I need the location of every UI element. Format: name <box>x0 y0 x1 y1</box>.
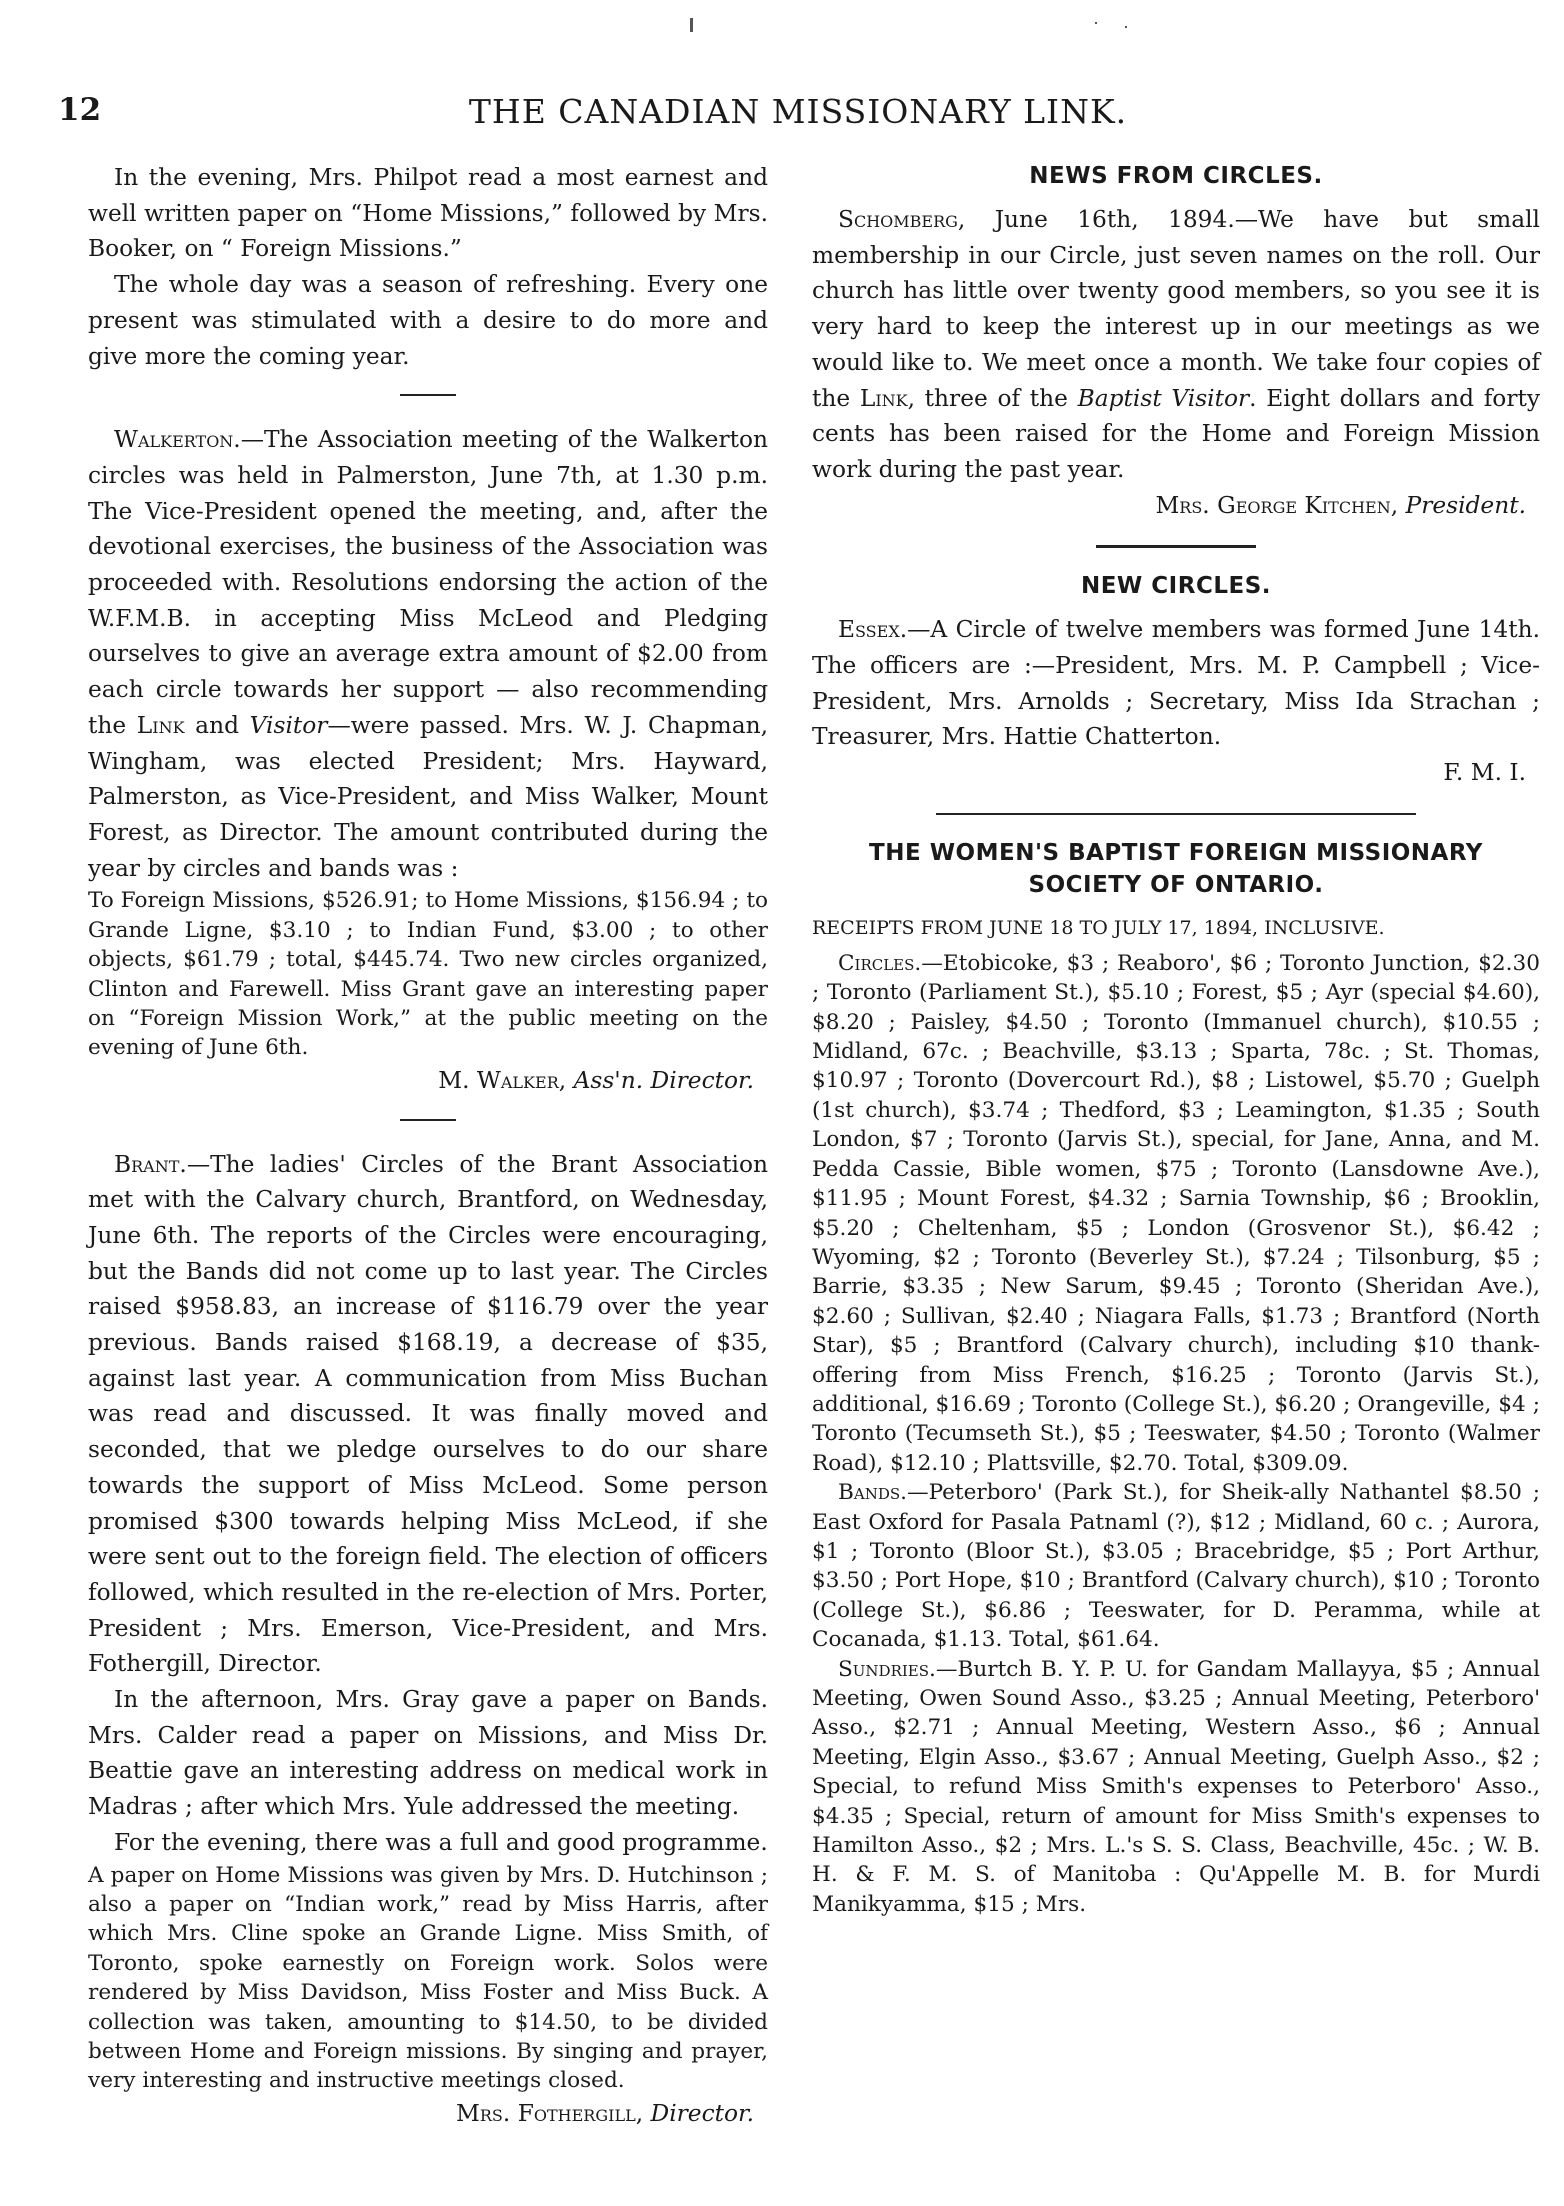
circles-receipts: Circles.—Etobicoke, $3 ; Reaboro', $6 ; Toronto Junction, $2.30 ; Toronto (Parliament St.), $5.10 ; Forest, $5 ; Ayr (special $4.60), $8.20 ; Paisley, $4.50 ; Toronto (Immanuel church), $10.55 ; Midland, 67c. ; Beachville, $3.13 ; Sparta, 78c. ; St. Thomas, $10.97 ; Toronto (Dovercourt Rd.), $8 ; Listowel, $5.70 ; Guelph (1st church), $3.74 ; Thedford, $3 ; Leamington, $1.35 ; South London, $7 ; Toronto (Jarvis St.), special, for Jane, Anna, and M. Pedda Cassie, Bible women, $75 ; Toronto (Lansdowne Ave.), $11.95 ; Mount Forest, $4.32 ; Sarnia Township, $6 ; Brooklin, $5.20 ; Cheltenham, $5 ; London (Grosvenor St.), $6.42 ; Wyoming, $2 ; Toronto (Beverley St.), $7.24 ; Tilsonburg, $5 ; Barrie, $3.35 ; New Sarum, $9.45 ; Toronto (Sheridan Ave.), $2.60 ; Sullivan, $2.40 ; Niagara Falls, $1.73 ; Brantford (North Star), $5 ; Brantford (Calvary church), including $10 thank-offering from Miss French, $16.25 ; Toronto (Jarvis St.), additional, $16.69 ; Toronto (College St.), $6.20 ; Orangeville, $4 ; Toronto (Tecumseth St.), $5 ; Teeswater, $4.50 ; Toronto (Walmer Road), $12.10 ; Plattsville, $2.70. Total, $309.09. <box>812 950 1540 1476</box>
page-header <box>58 92 1538 142</box>
essex-paragraph: Essex.—A Circle of twelve members was formed June 14th. The officers are :—President, Mrs. M. P. Campbell ; Vice-President, Mrs. Arnolds ; Secretary, Miss Ida Strachan ; Treasurer, Mrs. Hattie Chatterton. <box>812 616 1540 751</box>
walkerton-amounts: To Foreign Missions, $526.91; to Home Missions, $156.94 ; to Grande Ligne, $3.10 ; to Indian Fund, $3.00 ; to other objects, $61.79 ; total, $445.74. Two new circles organized, Clinton and Farewell. Miss Grant gave an interesting paper on “Foreign Mission Work,” at the public meeting on the evening of June 6th. <box>88 888 768 1061</box>
section-divider <box>400 1119 456 1121</box>
scan-speck <box>690 18 693 32</box>
schomberg-paragraph: Schomberg, June 16th, 1894.—We have but small membership in our Circle, just seven names on the roll. Our church has little over twenty good members, so you see it is very hard to keep the interest up in our meetings as we would like to. We meet once a month. We take four copies of the Link, three of the Baptist Visitor. Eight dollars and forty cents has been raised for the Home and Foreign Mission work during the past year. <box>812 206 1540 483</box>
walkerton-lead: Walkerton. <box>114 426 241 454</box>
spacer <box>812 602 1540 612</box>
philpot-paragraph: In the evening, Mrs. Philpot read a most earnest and well written paper on “Home Missions,” followed by Mrs. Booker, on “ Foreign Missions.” <box>88 164 768 263</box>
left-column <box>88 160 768 2132</box>
receipts-date-line: RECEIPTS FROM JUNE 18 TO JULY 17, 1894, INCLUSIVE. <box>812 916 1385 939</box>
circles-lead: Circles. <box>838 950 922 976</box>
news-from-circles-heading: NEWS FROM CIRCLES. <box>1029 163 1323 189</box>
brant-afternoon-paragraph: In the afternoon, Mrs. Gray gave a paper on Bands. Mrs. Calder read a paper on Missions, and Miss Dr. Beattie gave an interesting address on medical work in Madras ; after which Mrs. Yule addressed the meeting. <box>88 1686 768 1821</box>
brant-lead: Brant. <box>114 1150 187 1178</box>
running-title: THE CANADIAN MISSIONARY LINK. <box>468 92 1128 131</box>
brant-evening-line: For the evening, there was a full and good programme. <box>114 1828 768 1856</box>
brant-signature: Mrs. Fothergill, Director. <box>456 2099 754 2127</box>
essex-lead: Essex. <box>838 616 908 644</box>
walkerton-paragraph: Walkerton.—The Association meeting of the Walkerton circles was held in Palmerston, June 7th, at 1.30 p.m. The Vice-President opened the meeting, and, after the devotional exercises, the business of the Association was proceeded with. Resolutions endorsing the action of the W.F.M.B. in accepting Miss McLeod and Pledging ourselves to give an average extra amount of $2.00 from each circle towards her support — also recommending the Link and Visitor—were passed. Mrs. W. J. Chapman, Wingham, was elected President; Mrs. Hayward, Palmerston, as Vice-President, and Miss Walker, Mount Forest, as Director. The amount contributed during the year by circles and bands was : <box>88 426 768 882</box>
spacer <box>812 192 1540 202</box>
scan-speck <box>1095 22 1097 24</box>
section-divider <box>936 813 1416 815</box>
schomberg-lead: Schomberg, <box>838 206 966 233</box>
bands-receipts: Bands.—Peterboro' (Park St.), for Sheik-ally Nathantel $8.50 ; East Oxford for Pasala Patnaml (?), $12 ; Midland, 60 c. ; Aurora, $1 ; Toronto (Bloor St.), $3.05 ; Bracebridge, $5 ; Port Arthur, $3.50 ; Port Hope, $10 ; Brantford (Calvary church), $10 ; Toronto (College St.), $6.86 ; Teeswater, for D. Peramma, while at Cocanada, $1.13. Total, $61.64. <box>812 1480 1540 1653</box>
society-heading: THE WOMEN'S BAPTIST FOREIGN MISSIONARY SOCIETY OF ONTARIO. <box>869 839 1483 898</box>
scan-speck <box>1125 26 1127 28</box>
section-divider <box>1096 545 1256 548</box>
walkerton-signature: M. Walker, Ass'n. Director. <box>438 1066 754 1094</box>
sundries-lead: Sundries. <box>838 1656 936 1682</box>
refreshing-paragraph: The whole day was a season of refreshing. Every one present was stimulated with a desire to do more and give more the coming year. <box>88 271 768 370</box>
brant-paragraph: Brant.—The ladies' Circles of the Brant Association met with the Calvary church, Brantford, on Wednesday, June 6th. The reports of the Circles were encouraging, but the Bands did not come up to last year. The Circles raised $958.83, an increase of $116.79 over the year previous. Bands raised $168.19, a decrease of $35, against last year. A communication from Miss Buchan was read and discussed. It was finally moved and seconded, that we pledge ourselves to do our share towards the support of Miss McLeod. Some person promised $300 towards helping Miss McLeod, if she were sent out to the foreign field. The election of officers followed, which resulted in the re-election of Mrs. Porter, President ; Mrs. Emerson, Vice-President, and Mrs. Fothergill, Director. <box>88 1150 768 1678</box>
right-column <box>812 160 1540 1919</box>
schomberg-signature: Mrs. George Kitchen, President. <box>1155 491 1526 519</box>
essex-signature: F. M. I. <box>1443 759 1526 787</box>
sundries-receipts: Sundries.—Burtch B. Y. P. U. for Gandam Mallayya, $5 ; Annual Meeting, Owen Sound Asso., $3.25 ; Annual Meeting, Peterboro' Asso., $2.71 ; Annual Meeting, Western Asso., $6 ; Annual Meeting, Elgin Asso., $3.67 ; Annual Meeting, Guelph Asso., $2 ; Special, to refund Miss Smith's expenses to Peterboro' Asso., $4.35 ; Special, return of amount for Miss Smith's expenses to Hamilton Asso., $2 ; Mrs. L.'s S. S. Class, Beachville, 45c. ; W. B. H. & F. M. S. of Manitoba : Qu'Appelle M. B. for Murdi Manikyamma, $15 ; Mrs. <box>812 1656 1540 1917</box>
section-divider <box>400 394 456 396</box>
bands-lead: Bands. <box>838 1480 907 1506</box>
new-circles-heading: NEW CIRCLES. <box>1080 573 1272 600</box>
page-number: 12 <box>58 92 102 128</box>
brant-evening-details: A paper on Home Missions was given by Mrs. D. Hutchinson ; also a paper on “Indian work,” read by Miss Harris, after which Mrs. Cline spoke an Grande Ligne. Miss Smith, of Toronto, spoke earnestly on Foreign work. Solos were rendered by Miss Davidson, Miss Foster and Miss Buck. A collection was taken, amounting to $14.50, to be divided between Home and Foreign missions. By singing and prayer, very interesting and instructive meetings closed. <box>88 1862 768 2094</box>
